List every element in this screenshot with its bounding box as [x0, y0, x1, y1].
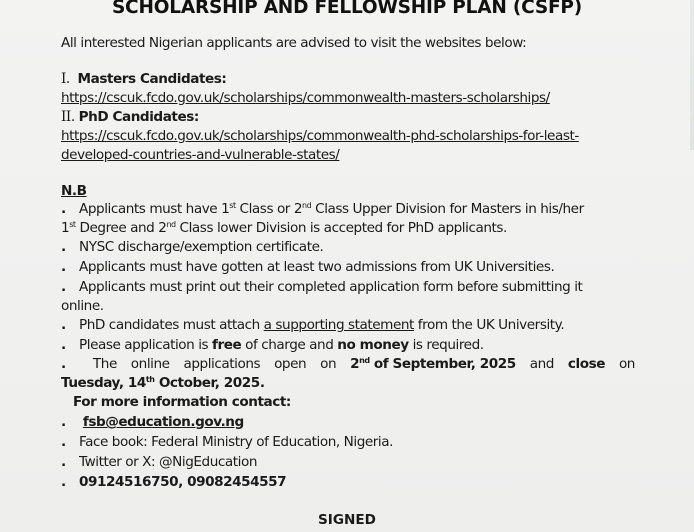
section-numeral: II. — [61, 109, 75, 125]
bullet: . — [61, 337, 66, 353]
contact-email-item — [61, 413, 244, 431]
nb-item-1-line2: 1st Degree and 2nd Class lower Division is accepted for PhD applicants. — [61, 220, 507, 236]
bullet: . — [61, 454, 66, 470]
contact-phone-item — [61, 473, 286, 491]
section-heading: Masters Candidates: — [77, 71, 227, 87]
bullet: . — [61, 434, 66, 450]
nb-item-5: . PhD candidates must attach a supporting statement from the UK University. — [61, 317, 565, 333]
close-date: Tuesday, 14th October, 2025. — [61, 375, 265, 391]
facebook-text: Face book: Federal Ministry of Education, Nigeria. — [79, 434, 394, 450]
nb-item-2: . NYSC discharge/exemption certificate. — [61, 239, 324, 255]
section-heading: PhD Candidates: — [78, 109, 199, 125]
bullet: . — [61, 317, 66, 333]
supporting-statement-text: a supporting statement — [263, 317, 414, 333]
phd-heading — [61, 108, 199, 126]
nb-item-7-line1: . The online applications open on 2nd of September, 2025 and close on — [61, 356, 635, 372]
intro-text: All interested Nigerian applicants are advised to visit the websites below: — [61, 35, 527, 51]
masters-heading — [61, 70, 226, 88]
section-numeral: I. — [61, 71, 70, 87]
bullet: . — [61, 356, 66, 372]
nb-item-6: . Please application is free of charge and no money is required. — [61, 337, 484, 353]
page-edge — [690, 0, 694, 150]
bullet: . — [61, 201, 66, 217]
signed-label: SIGNED — [318, 512, 376, 528]
contact-heading: For more information contact: — [73, 394, 291, 410]
nb-heading: N.B — [61, 183, 87, 199]
twitter-text: Twitter or X: @NigEducation — [79, 454, 258, 470]
email-link[interactable]: fsb@education.gov.ng — [82, 414, 244, 430]
document-title: SCHOLARSHIP AND FELLOWSHIP PLAN (CSFP) — [111, 0, 583, 18]
contact-facebook-item — [61, 433, 393, 451]
contact-twitter-item — [61, 453, 257, 471]
bullet: . — [61, 279, 66, 295]
bullet: . — [61, 414, 66, 430]
bullet: . — [61, 474, 66, 490]
nb-item-4-line1: . Applicants must print out their completed application form before submitting it — [61, 279, 583, 295]
masters-scholarship-link[interactable]: https://cscuk.fcdo.gov.uk/scholarships/commonwealth-masters-scholarships/ — [61, 90, 550, 106]
phd-scholarship-link-line2[interactable]: developed-countries-and-vulnerable-states/ — [61, 147, 340, 163]
open-date: 2nd of September, 2025 — [350, 356, 516, 372]
bullet: . — [61, 239, 66, 255]
bullet: . — [61, 259, 66, 275]
phd-scholarship-link-line1[interactable]: https://cscuk.fcdo.gov.uk/scholarships/commonwealth-phd-scholarships-for-least- — [61, 128, 579, 144]
phone-numbers: 09124516750, 09082454557 — [79, 474, 287, 490]
nb-item-3: . Applicants must have gotten at least two admissions from UK Universities. — [61, 259, 555, 275]
nb-item-1-line1: . Applicants must have 1st Class or 2nd Class Upper Division for Masters in his/her — [61, 201, 584, 217]
nb-item-4-line2: online. — [61, 298, 104, 314]
